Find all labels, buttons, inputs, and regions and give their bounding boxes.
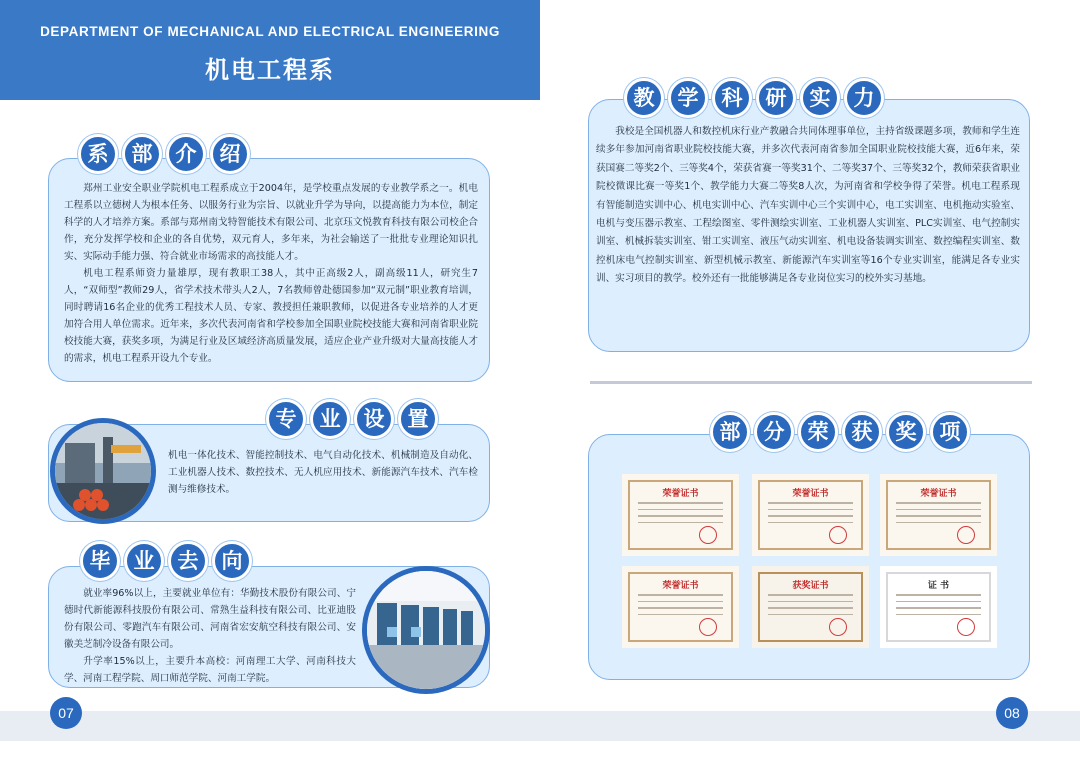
research-text: 我校是全国机器人和数控机床行业产教融合共同体理事单位，主持省级课题多项，教师和学生连续多年参加河南省职业院校技能大赛，并多次代表河南省参加全国职业院校技能大赛，近6年来，荣获国赛二等奖2个、三等奖4个，荣获省赛一等奖31个、二等奖37个、三等奖32个，教师荣获省职业院校微课比赛一等奖1个、教学能力大赛二等奖8人次，为河南省和学校争得了荣誉。机电工程系现有智能制造实训中心、机电实训中心、汽车实训中心三个实训中心，电工实训室、电机拖动实验室、电机与变压器示教室、工程绘图室、零件测绘实训室、工业机器人实训室、PLC实训室、电气控制实训室、机械拆装实训室、钳工实训室、液压气动实训室、机电设备装调实训室、数控编程实训室、数控机床电气控制实训室、新型机械示教室、新能源汽车实训室等16个专业实训室，能满足各专业实训、实习项目的教学。校外还有一批能够满足各专业岗位实习的校外实习基地。 (596, 126, 1020, 285)
awards-title-char: 奖 (886, 412, 926, 452)
certificate-title: 证 书 (927, 581, 950, 591)
award-certificate (622, 566, 739, 648)
certificate-title: 获奖证书 (792, 581, 829, 591)
robot-lab-illustration (55, 423, 151, 519)
footer-band (0, 711, 1080, 741)
section-divider (590, 381, 1032, 384)
certificate-title: 荣誉证书 (792, 489, 829, 499)
award-certificate (880, 566, 997, 648)
research-title-char: 科 (712, 78, 752, 118)
career-paragraph-further-study: 升学率15%以上，主要升本高校：河南理工大学、河南科技大学、河南工程学院、周口师范学院、河南工学院。 (64, 656, 356, 684)
certificate-title: 荣誉证书 (662, 489, 699, 499)
certificate-seal (957, 618, 975, 636)
certificate-title: 荣誉证书 (662, 581, 699, 591)
certificate-title: 荣誉证书 (920, 489, 957, 499)
page-number-left: 07 (50, 697, 82, 729)
robot-lab-photo (50, 418, 156, 524)
career-title-char: 向 (212, 541, 252, 581)
research-title-char: 实 (800, 78, 840, 118)
majors-title-char: 业 (310, 399, 350, 439)
majors-title-char: 设 (354, 399, 394, 439)
majors-title-char: 专 (266, 399, 306, 439)
certificate-seal (829, 618, 847, 636)
awards-title-char: 部 (710, 412, 750, 452)
awards-title-char: 荣 (798, 412, 838, 452)
certificate-seal (699, 526, 717, 544)
intro-paragraph-1: 郑州工业安全职业学院机电工程系成立于2004年，是学校重点发展的专业教学系之一。机电工程系以立德树人为根本任务、以服务行业为宗旨、以就业升学为导向，以提高能力为本位，制定科学的人才培养方案。系部与郑州南戈特智能技术有限公司、北京珏文悦教育科技有限公司校企合作，充分发挥学校和企业的各自优势，双元育人，多年来，为社会输送了一批批专业理论知识扎实、实际动手能力强、符合就业市场需求的高技能人才。 (64, 183, 478, 262)
majors-title-char: 置 (398, 399, 438, 439)
department-chinese-name: 机电工程系 (205, 56, 335, 84)
majors-title (266, 399, 438, 439)
intro-title-char: 绍 (210, 134, 250, 174)
research-title-char: 学 (668, 78, 708, 118)
workshop-illustration (367, 571, 485, 689)
award-certificate (752, 566, 869, 648)
department-english-name: DEPARTMENT OF MECHANICAL AND ELECTRICAL ENGINEERING (40, 24, 500, 39)
awards-title (710, 412, 970, 452)
awards-title-char: 获 (842, 412, 882, 452)
awards-title-char: 分 (754, 412, 794, 452)
career-title-char: 业 (124, 541, 164, 581)
certificate-seal (957, 526, 975, 544)
majors-text: 机电一体化技术、智能控制技术、电气自动化技术、机械制造及自动化、工业机器人技术、数控技术、无人机应用技术、新能源汽车技术、汽车检测与维修技术。 (168, 450, 478, 495)
research-title (624, 78, 884, 118)
research-title-char: 力 (844, 78, 884, 118)
workshop-photo (362, 566, 490, 694)
career-text (64, 585, 356, 687)
award-certificate (752, 474, 869, 556)
career-paragraph-employment: 就业率96%以上，主要就业单位有：华勤技术股份有限公司、宁德时代新能源科技股份有限公司、常熟生益科技有限公司、比亚迪股份有限公司、零跑汽车有限公司、河南省宏安航空科技有限公司、安徽美芝制冷设备有限公司。 (64, 588, 356, 650)
intro-title-char: 介 (166, 134, 206, 174)
intro-title-char: 系 (78, 134, 118, 174)
intro-title (78, 134, 250, 174)
career-title (80, 541, 252, 581)
research-title-char: 教 (624, 78, 664, 118)
research-title-char: 研 (756, 78, 796, 118)
intro-title-char: 部 (122, 134, 162, 174)
career-title-char: 去 (168, 541, 208, 581)
certificate-seal (699, 618, 717, 636)
intro-text (64, 180, 478, 367)
career-title-char: 毕 (80, 541, 120, 581)
certificate-seal (829, 526, 847, 544)
intro-paragraph-2: 机电工程系师资力量雄厚，现有教职工38人，其中正高级2人，副高级11人，研究生7人，“双师型”教师29人，省学术技术带头人2人，7名教师曾赴德国参加“双元制”职业教育培训，同时聘请16名企业的优秀工程技术人员、专家、教授担任兼职教师，以促进各专业培养的人才更加符合用人单位需求。近年来，多次代表河南省和学校参加全国职业院校技能大赛和河南省职业院校技能大赛，获奖多项，为满足行业及区域经济高质量发展，适应企业产业升级对大量高技能人才的需求，机电工程系开设九个专业。 (64, 268, 478, 364)
page-number-right: 08 (996, 697, 1028, 729)
award-certificate (622, 474, 739, 556)
awards-title-char: 项 (930, 412, 970, 452)
award-certificate (880, 474, 997, 556)
